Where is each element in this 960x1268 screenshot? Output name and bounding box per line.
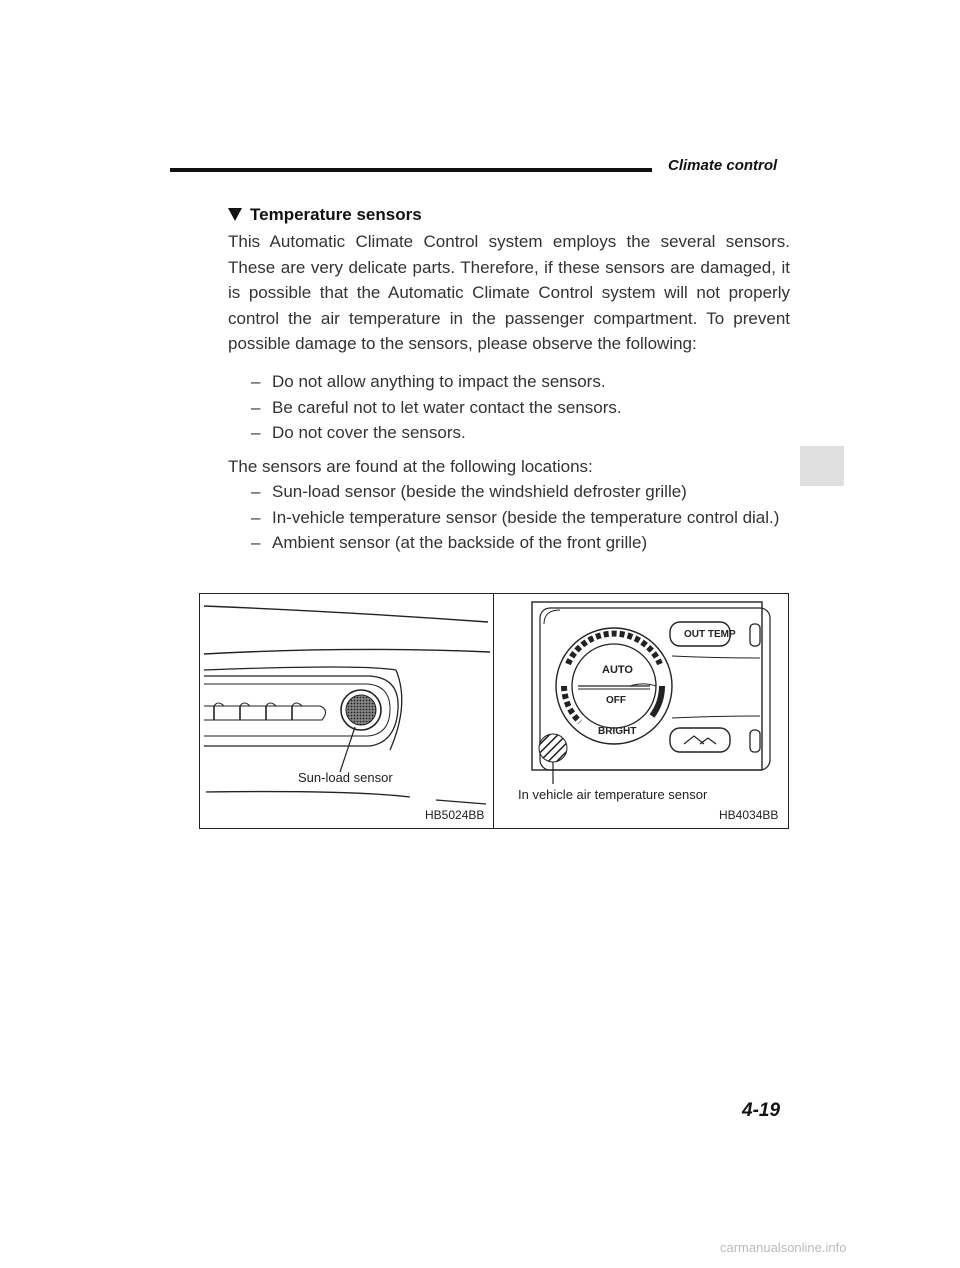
dash-marker: – <box>251 372 261 391</box>
dash-marker: – <box>251 397 261 417</box>
list-item: – Do not allow anything to impact the sensors. <box>244 369 790 395</box>
sun-load-sensor-illustration <box>200 594 493 828</box>
chapter-tab <box>800 446 844 486</box>
out-temp-button-label: OUT TEMP <box>684 629 736 640</box>
header-rule <box>170 168 652 172</box>
watermark: carmanualsonline.info <box>720 1240 847 1255</box>
figure-code-left: HB5024BB <box>425 808 485 822</box>
list-item: – Be careful not to let water contact the sensors. <box>244 395 790 421</box>
dial-bright-label: BRIGHT <box>598 726 637 737</box>
page-number: 4-19 <box>742 1100 781 1121</box>
triangle-marker-icon <box>228 208 242 221</box>
dial-auto-label: AUTO <box>602 664 633 676</box>
dash-marker: – <box>251 423 261 442</box>
section-title: Climate control <box>668 157 778 174</box>
heading-temperature-sensors <box>228 205 422 225</box>
list-item: – Ambient sensor (at the backside of the front grille) <box>244 530 790 556</box>
list-item: – Do not cover the sensors. <box>244 420 790 446</box>
locations-list <box>244 479 790 556</box>
in-vehicle-sensor-caption: In vehicle air temperature sensor <box>518 787 708 802</box>
dial-off-label: OFF <box>606 695 626 706</box>
sensor-figure <box>199 593 789 829</box>
precautions-list <box>244 369 790 446</box>
dash-marker: – <box>251 507 261 527</box>
locations-intro: The sensors are found at the following locations: <box>228 457 593 476</box>
list-item: – In-vehicle temperature sensor (beside the temperature control dial.) <box>244 505 790 531</box>
sun-load-sensor-caption: Sun-load sensor <box>298 770 393 785</box>
intro-paragraph: This Automatic Climate Control system employs the several sensors. These are very delicate parts. Therefore, if these sensors are damaged, it is possible that the Automatic Climate Control system will not properly control the air temperature in the passenger compartment. To prevent possible damage to the sensors, please observe the following: <box>228 232 790 353</box>
heading-text: Temperature sensors <box>250 205 422 224</box>
list-item: – Sun-load sensor (beside the windshield defroster grille) <box>244 479 790 505</box>
figure-code-right: HB4034BB <box>719 808 779 822</box>
dash-marker: – <box>251 482 261 501</box>
dash-marker: – <box>251 533 261 552</box>
